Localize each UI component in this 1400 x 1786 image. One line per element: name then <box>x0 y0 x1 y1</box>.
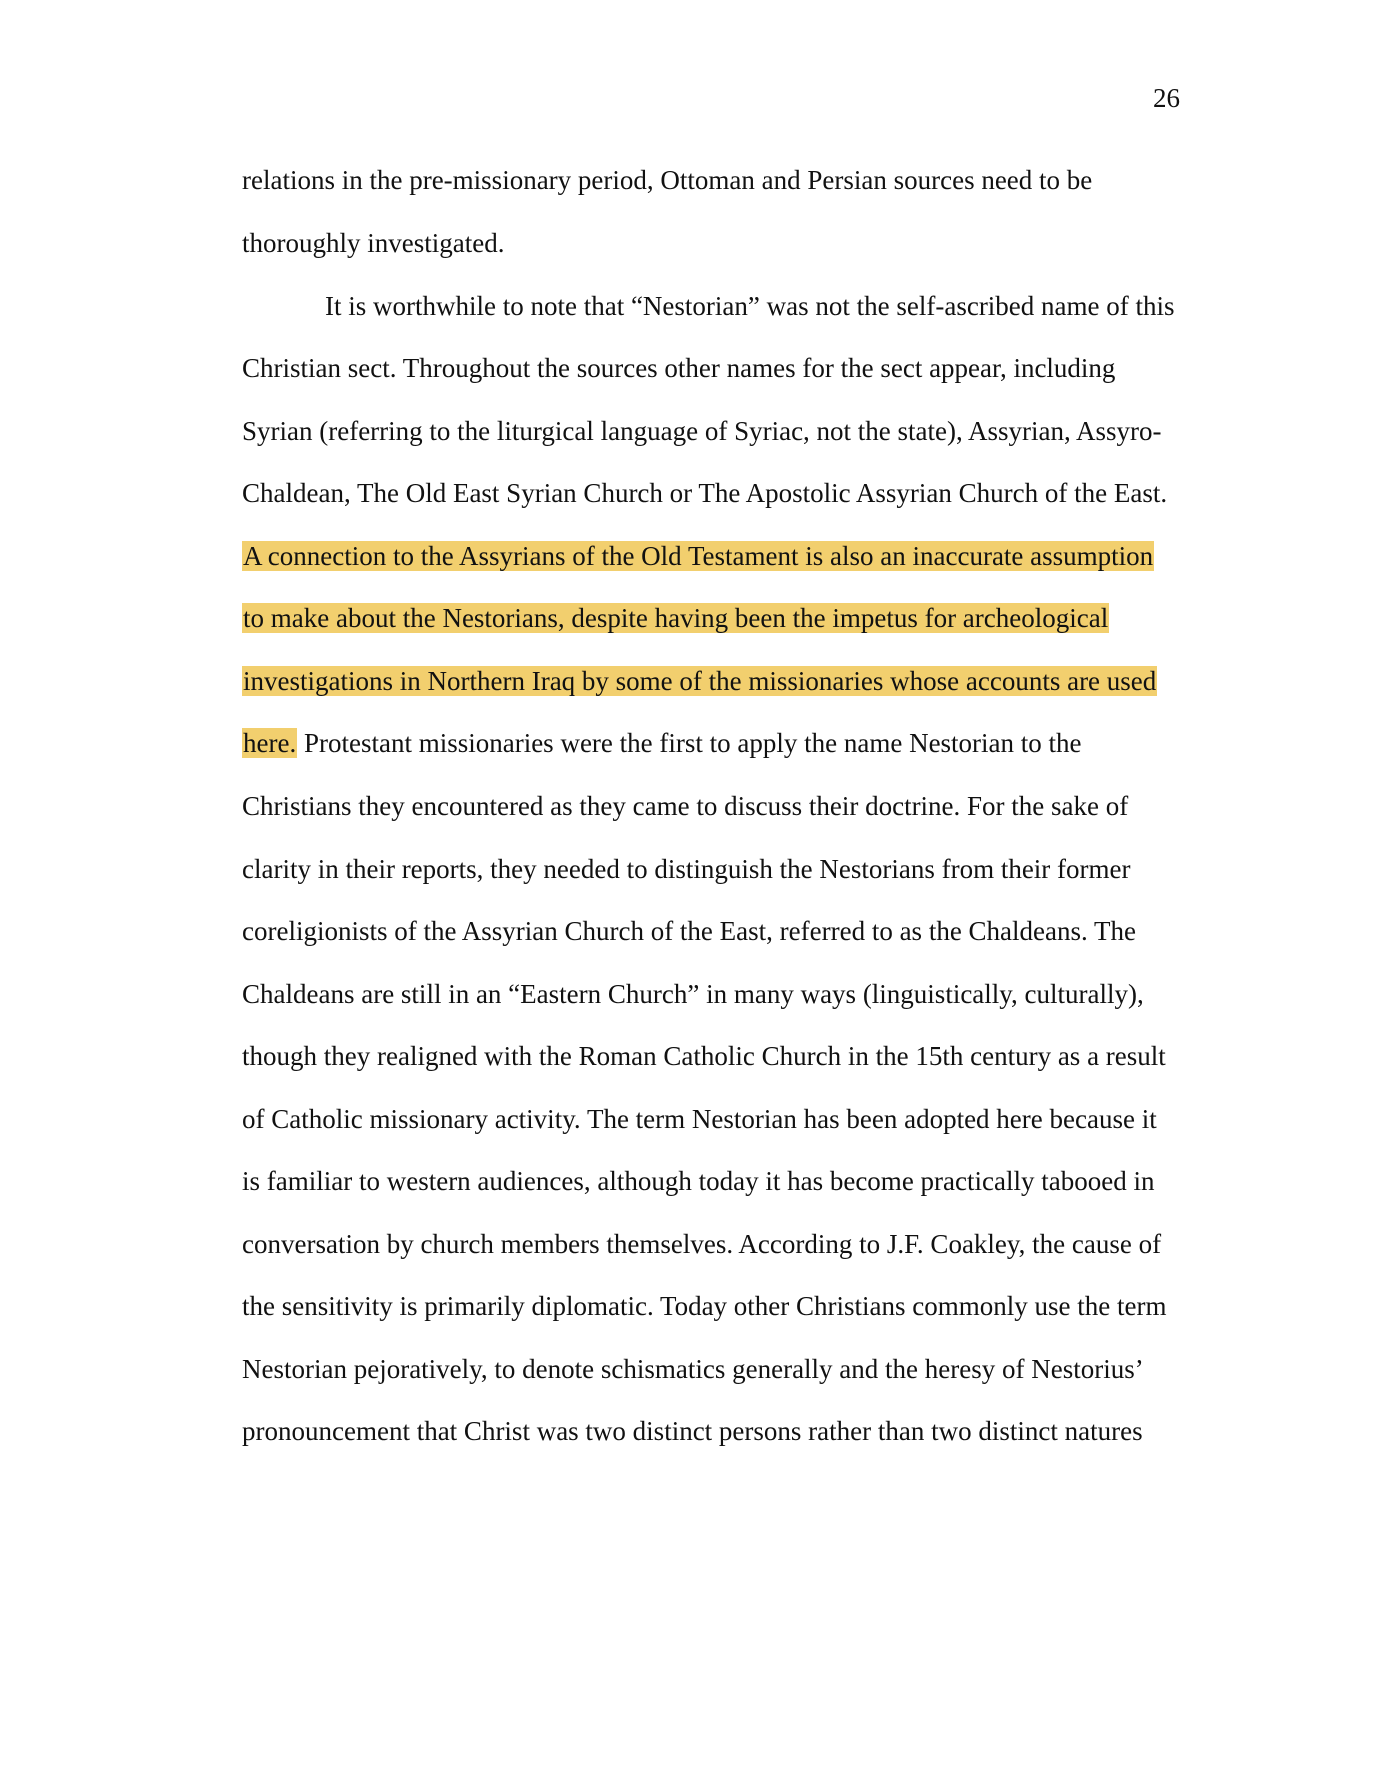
line-text: relations in the pre-missionary period, Ottoman and Persian sources need to be <box>242 165 1093 195</box>
body-line <box>242 1226 1161 1262</box>
line-text: conversation by church members themselves. According to J.F. Coakley, the cause of <box>242 1229 1162 1259</box>
line-text: Chaldeans are still in an “Eastern Church” in many ways (linguistically, culturally), <box>242 979 1144 1009</box>
line-text: though they realigned with the Roman Catholic Church in the 15th century as a result <box>242 1041 1166 1071</box>
body-line <box>242 913 1136 949</box>
body-line <box>242 225 504 261</box>
line-text: coreligionists of the Assyrian Church of the East, referred to as the Chaldeans. The <box>242 916 1137 946</box>
paragraph-first-line <box>325 288 1175 324</box>
line-text: Christians they encountered as they came to discuss their doctrine. For the sake of <box>242 791 1129 821</box>
line-text: pronouncement that Christ was two distinct persons rather than two distinct natures <box>242 1416 1143 1446</box>
highlighted-text: A connection to the Assyrians of the Old Testament is also an inaccurate assumption <box>243 541 1154 571</box>
line-text: is familiar to western audiences, although today it has become practically tabooed in <box>242 1166 1155 1196</box>
highlighted-line <box>242 538 1154 574</box>
body-line <box>242 350 1115 386</box>
body-line <box>242 1163 1154 1199</box>
page-number: 26 <box>1153 83 1180 113</box>
highlighted-line <box>242 600 1109 636</box>
body-line <box>242 851 1131 887</box>
line-text: Nestorian pejoratively, to denote schismatics generally and the heresy of Nestorius’ <box>242 1354 1144 1384</box>
body-line <box>242 788 1128 824</box>
line-text: Protestant missionaries were the first to apply the name Nestorian to the <box>297 728 1082 758</box>
highlighted-line <box>242 663 1157 699</box>
line-text: of Catholic missionary activity. The term Nestorian has been adopted here because it <box>242 1104 1157 1134</box>
line-text: thoroughly investigated. <box>242 228 505 258</box>
line-text: Syrian (referring to the liturgical language of Syriac, not the state), Assyrian, Assyro- <box>242 416 1162 446</box>
line-text: Christian sect. Throughout the sources other names for the sect appear, including <box>242 353 1116 383</box>
body-line <box>242 162 1092 198</box>
highlighted-text: here. <box>243 728 297 758</box>
body-line <box>242 1413 1143 1449</box>
highlighted-text: investigations in Northern Iraq by some of the missionaries whose accounts are used <box>243 666 1157 696</box>
body-line <box>242 1351 1144 1387</box>
line-text: clarity in their reports, they needed to distinguish the Nestorians from their former <box>242 854 1131 884</box>
body-line <box>242 1101 1157 1137</box>
body-line <box>242 1038 1166 1074</box>
body-line <box>242 976 1144 1012</box>
body-line <box>242 413 1162 449</box>
line-text: Chaldean, The Old East Syrian Church or The Apostolic Assyrian Church of the East. <box>242 478 1168 508</box>
line-text: the sensitivity is primarily diplomatic. Today other Christians commonly use the term <box>242 1291 1167 1321</box>
body-line <box>242 1288 1166 1324</box>
highlighted-text: to make about the Nestorians, despite having been the impetus for archeological <box>243 603 1109 633</box>
line-text: It is worthwhile to note that “Nestorian” was not the self-ascribed name of this <box>325 291 1175 321</box>
body-line <box>242 475 1167 511</box>
body-line <box>242 725 1082 761</box>
